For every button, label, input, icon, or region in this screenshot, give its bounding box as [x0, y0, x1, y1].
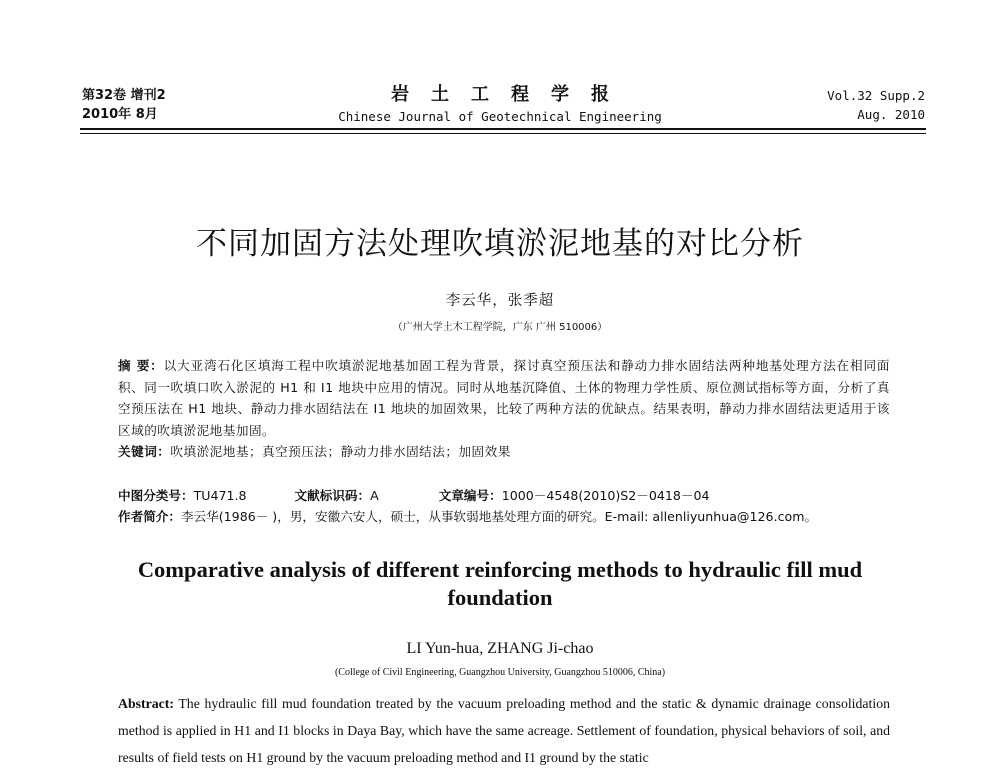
volume-line-en: Vol.32 Supp.2: [827, 88, 925, 103]
journal-name: [300, 84, 700, 126]
keywords-cn-text: 吹填淤泥地基；真空预压法；静动力排水固结法；加固效果: [170, 444, 511, 459]
journal-volume-issue-en: [827, 86, 925, 124]
abstract-cn-text: 以大亚湾石化区填海工程中吹填淤泥地基加固工程为背景，探讨真空预压法和静动力排水固结法两种地基处理方法在相同面积、同一吹填口吹入淤泥的 H1 和 I1 地块中应用的情况。同时从地基沉降值、土体的物理力学性质、原位测试指标等方面，分析了真空预压法在 H1 地块、静动力排水固结法在 I1 地块的加固效果，比较了两种方法的优缺点。结果表明，静动力排水固结法更适用于该区域的吹填淤泥地基加固。: [118, 358, 890, 438]
abstract-en: [118, 690, 890, 771]
journal-volume-issue: [82, 86, 166, 124]
classification-row: [118, 486, 710, 506]
clc-number: 中图分类号：TU471.8: [118, 488, 247, 503]
author-bio: [118, 507, 817, 527]
header-rule-thick: [80, 128, 926, 130]
journal-name-en: Chinese Journal of Geotechnical Engineering: [338, 109, 662, 124]
abstract-cn: [118, 355, 890, 463]
abstract-en-label: Abstract:: [118, 696, 174, 711]
abstract-en-text: The hydraulic fill mud foundation treated by the vacuum preloading method and the static & dynamic drainage consolidation method is applied in H1 and I1 blocks in Daya Bay, which have the same acreage. Settlement of foundation, physical behaviors of soil, and results of field tests on H1 ground by the vacuum preloading method and I1 ground by the static: [118, 696, 891, 765]
volume-line: 第32卷 增刊2: [82, 88, 166, 103]
authors-cn: 李云华，张季超: [445, 293, 555, 309]
header-rule-thin: [80, 133, 926, 134]
paper-title-cn: 不同加固方法处理吹填淤泥地基的对比分析: [196, 226, 804, 262]
date-line-en: Aug. 2010: [857, 107, 925, 122]
author-bio-label: 作者简介：: [118, 509, 181, 524]
affiliation-en: (College of Civil Engineering, Guangzhou University, Guangzhou 510006, China): [334, 667, 666, 678]
paper-title-en: Comparative analysis of different reinforcing methods to hydraulic fill mud foundation: [137, 557, 863, 610]
article-number: 文章编号：1000－4548(2010)S2－0418－04: [438, 488, 710, 503]
affiliation-cn: （广州大学土木工程学院，广东 广州 510006）: [392, 322, 608, 333]
abstract-cn-label: 摘 要：: [118, 358, 164, 373]
date-line: 2010年 8月: [82, 107, 158, 122]
journal-name-cn: 岩土工程学报: [391, 84, 631, 105]
keywords-cn-label: 关键词：: [118, 444, 171, 459]
authors-en: LI Yun-hua, ZHANG Ji-chao: [406, 640, 594, 657]
author-bio-text: 李云华(1986－ )，男，安徽六安人，硕士，从事软弱地基处理方面的研究。E-mail: allenliyunhua@126.com。: [180, 509, 818, 524]
document-code: 文献标识码：A: [294, 488, 379, 503]
